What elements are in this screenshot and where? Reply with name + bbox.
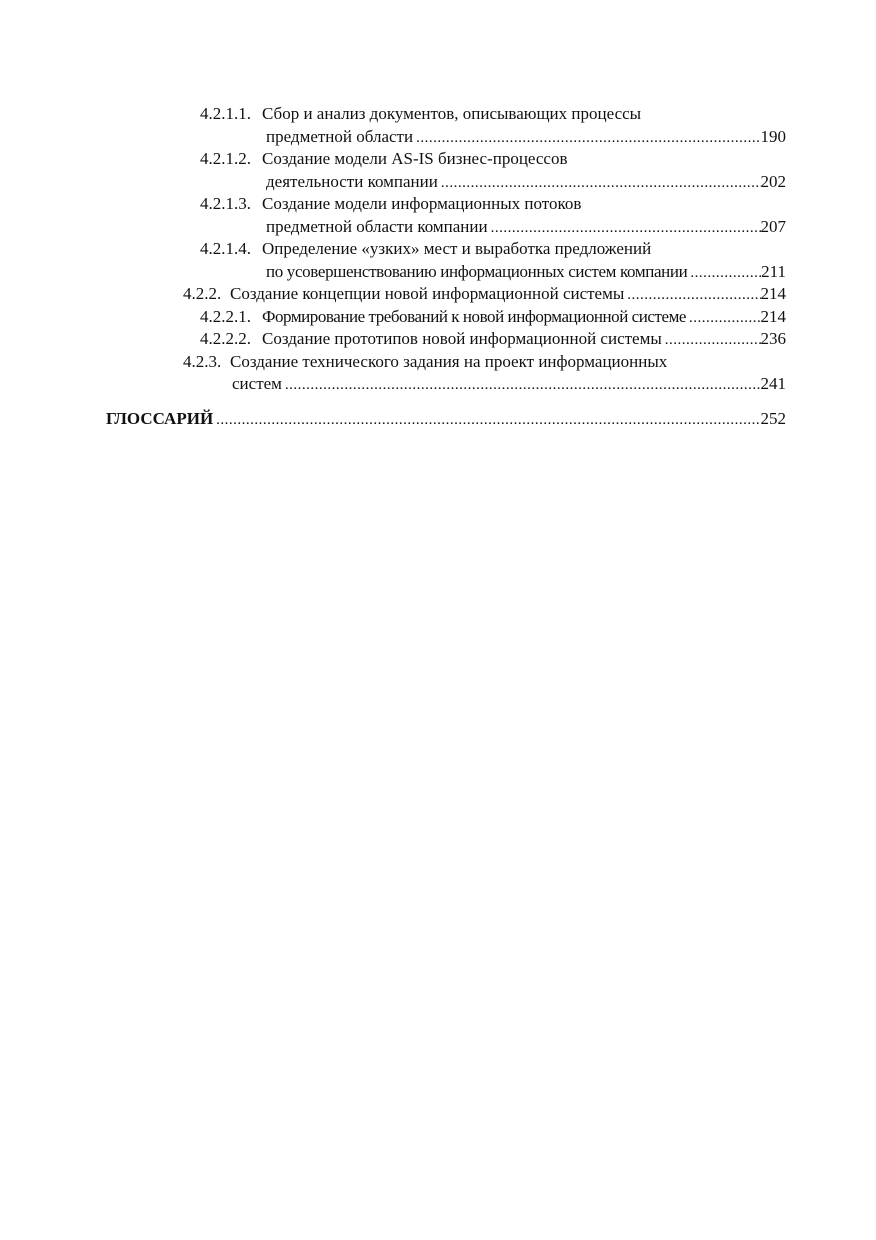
toc-entry-glossary[interactable] [0,408,876,431]
toc-leader-line [232,373,786,397]
toc-entry-4-2-2-1[interactable] [0,306,876,329]
dot-leader [624,284,760,307]
toc-entry-title: Сбор и анализ документов, описывающих процессы [262,104,642,123]
toc-page-number: 214 [760,306,786,326]
toc-entry-4-2-1-2[interactable] [0,148,876,171]
toc-page-number: 236 [760,329,786,348]
toc-entry-number: 4.2.2.1. [200,306,251,326]
toc-page-number: 207 [760,216,786,236]
toc-entry-4-2-2-2[interactable] [0,328,876,351]
toc-entry-4-2-2[interactable] [0,283,876,306]
toc-leader-line [266,171,786,195]
toc-entry-number: 4.2.2.2. [200,329,251,348]
toc-entry-4-2-1-4-continuation[interactable] [0,261,876,284]
toc-leader-line [266,261,786,285]
toc-page-number: 211 [761,261,786,281]
toc-entry-title: Создание прототипов новой информационной системы [262,329,662,348]
dot-leader [438,172,761,195]
toc-entry-4-2-1-2-continuation[interactable] [0,171,876,194]
toc-entry-title-continuation: предметной области [266,126,414,146]
toc-entry-4-2-1-4[interactable] [0,238,876,261]
toc-leader-line [266,216,786,240]
toc-entry-title-continuation: по усовершенствованию информационных систем компании [266,261,688,281]
dot-leader [282,374,761,397]
toc-entry-title: Создание модели AS-IS бизнес-процессов [262,149,568,168]
dot-leader [413,127,760,150]
toc-entry-4-2-1-3[interactable] [0,193,876,216]
glossary-title: ГЛОССАРИЙ [106,408,214,428]
toc-entry-title-continuation: систем [232,374,282,393]
toc-page-number: 252 [760,408,786,428]
table-of-contents [0,103,876,430]
toc-leader-line [106,408,786,432]
spacer [0,396,876,408]
dot-leader [686,307,760,330]
toc-leader-line [230,283,786,307]
dot-leader [488,217,761,240]
toc-leader-line [262,306,786,330]
dot-leader [213,409,760,432]
toc-entry-number: 4.2.1.2. [200,149,251,168]
toc-entry-title: Создание технического задания на проект информационных [230,351,668,371]
dot-leader [687,262,761,285]
toc-entry-number: 4.2.1.1. [200,104,251,123]
toc-entry-4-2-1-3-continuation[interactable] [0,216,876,239]
toc-entry-number: 4.2.3. [183,351,222,371]
toc-entry-title-continuation: предметной области компании [266,216,488,236]
toc-entry-4-2-3[interactable] [0,351,876,374]
toc-page-number: 202 [760,171,786,191]
toc-entry-title: Создание модели информационных потоков [262,194,582,213]
toc-leader-line [266,126,786,150]
toc-page-number: 190 [760,126,786,146]
toc-entry-title: Определение «узких» мест и выработка предложений [262,239,652,258]
toc-entry-4-2-1-1-continuation[interactable] [0,126,876,149]
toc-entry-4-2-3-continuation[interactable] [0,373,876,396]
toc-entry-number: 4.2.2. [183,284,222,303]
toc-entry-4-2-1-1[interactable] [0,103,876,126]
toc-entry-number: 4.2.1.4. [200,239,251,258]
dot-leader [662,329,761,352]
toc-entry-title-continuation: деятельности компании [266,171,438,191]
toc-page-number: 214 [760,284,786,303]
toc-entry-number: 4.2.1.3. [200,194,251,213]
toc-page-number: 241 [760,374,786,393]
toc-entry-title: Формирование требований к новой информационной системе [262,306,687,326]
toc-entry-title: Создание концепции новой информационной системы [230,284,625,303]
toc-leader-line [262,328,786,352]
